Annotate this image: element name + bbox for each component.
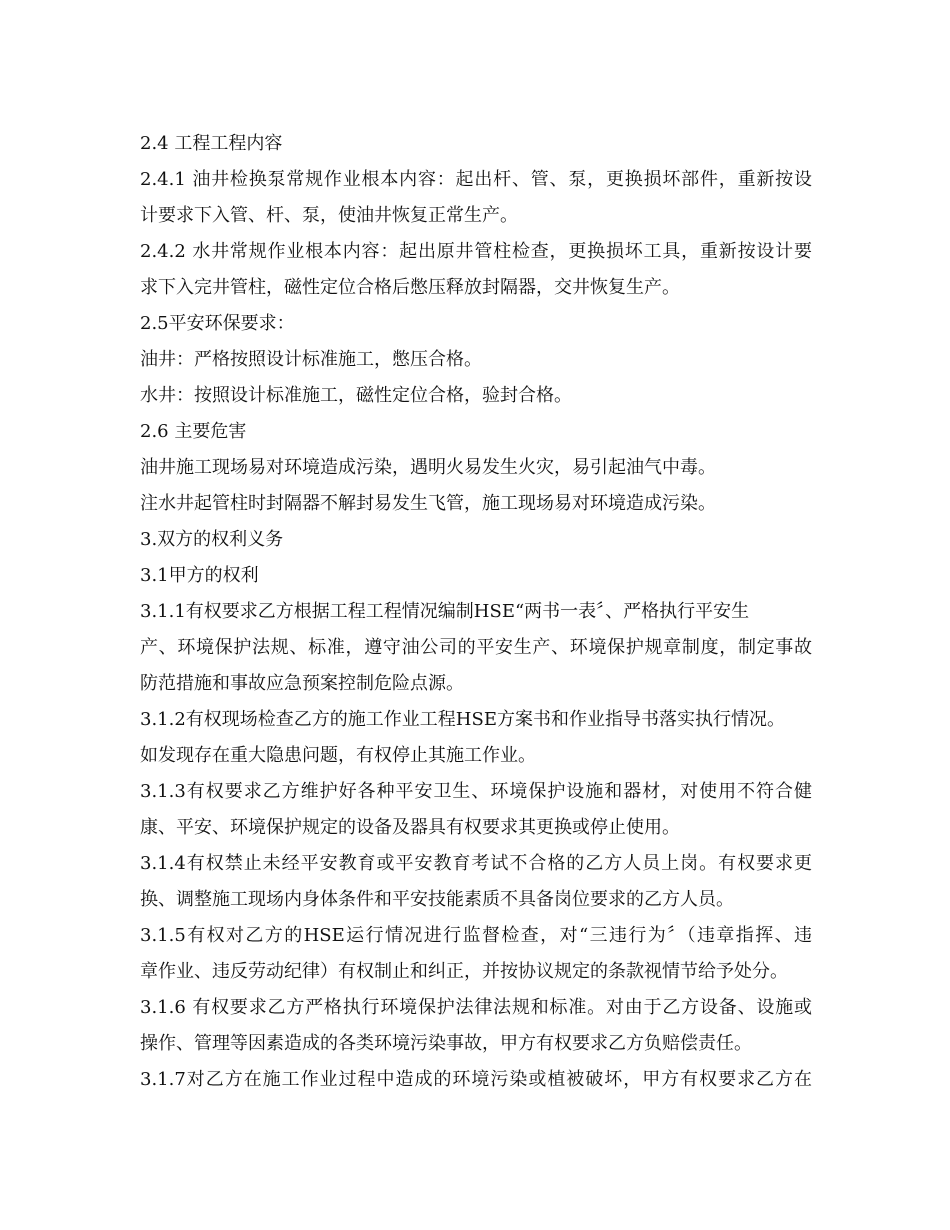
paragraph-line: 求下入完井管柱，磁性定位合格后憋压释放封隔器，交井恢复生产。	[140, 277, 680, 298]
document-body	[140, 126, 820, 1098]
paragraph-line: 3.1.2有权现场检查乙方的施工作业工程HSE方案书和作业指导书落实执行情况。	[140, 709, 785, 730]
paragraph-line: 3.1.4有权禁止未经平安教育或平安教育考试不合格的乙方人员上岗。有权要求更	[140, 853, 812, 874]
paragraph-line: 如发现存在重大隐患问题，有权停止其施工作业。	[140, 745, 536, 766]
paragraph-line: 2.4.1 油井检换泵常规作业根本内容：起出杆、管、泵，更换损坏部件，重新按设	[140, 169, 812, 190]
paragraph-line: 康、平安、环境保护规定的设备及器具有权要求其更换或停止使用。	[140, 817, 680, 838]
paragraph-line: 油井施工现场易对环境造成污染，遇明火易发生火灾，易引起油气中毒。	[140, 457, 716, 478]
paragraph-line: 产、环境保护法规、标准，遵守油公司的平安生产、环境保护规章制度，制定事故	[140, 637, 812, 658]
paragraph-line: 换、调整施工现场内身体条件和平安技能素质不具备岗位要求的乙方人员。	[140, 889, 734, 910]
section-heading: 2.6 主要危害	[140, 421, 247, 442]
section-heading: 3.1甲方的权利	[140, 565, 259, 586]
paragraph-line: 3.1.1有权要求乙方根据工程工程情况编制HSE“两书一表〞、严格执行平安生	[140, 601, 750, 622]
paragraph-line: 3.1.7对乙方在施工作业过程中造成的环境污染或植被破坏，甲方有权要求乙方在	[140, 1069, 812, 1090]
paragraph-line: 水井：按照设计标准施工，磁性定位合格，验封合格。	[140, 385, 572, 406]
paragraph-line: 3.1.6 有权要求乙方严格执行环境保护法律法规和标准。对由于乙方设备、设施或	[140, 997, 812, 1018]
paragraph-line: 注水井起管柱时封隔器不解封易发生飞管，施工现场易对环境造成污染。	[140, 493, 716, 514]
paragraph-line: 3.1.3有权要求乙方维护好各种平安卫生、环境保护设施和器材，对使用不符合健	[140, 781, 812, 802]
paragraph-line: 计要求下入管、杆、泵，使油井恢复正常生产。	[140, 205, 518, 226]
section-heading: 2.4 工程工程内容	[140, 133, 283, 154]
section-heading: 3.双方的权利义务	[140, 529, 284, 550]
paragraph-line: 章作业、违反劳动纪律）有权制止和纠正，并按协议规定的条款视情节给予处分。	[140, 961, 788, 982]
paragraph-line: 油井：严格按照设计标准施工，憋压合格。	[140, 349, 482, 370]
paragraph-line: 防范措施和事故应急预案控制危险点源。	[140, 673, 464, 694]
section-heading: 2.5平安环保要求：	[140, 313, 295, 334]
paragraph-line: 操作、管理等因素造成的各类环境污染事故，甲方有权要求乙方负赔偿责任。	[140, 1033, 752, 1054]
paragraph-line: 2.4.2 水井常规作业根本内容：起出原井管柱检查，更换损坏工具，重新按设计要	[140, 241, 812, 262]
paragraph-line: 3.1.5有权对乙方的HSE运行情况进行监督检查，对“三违行为〞（违章指挥、违	[140, 925, 812, 946]
